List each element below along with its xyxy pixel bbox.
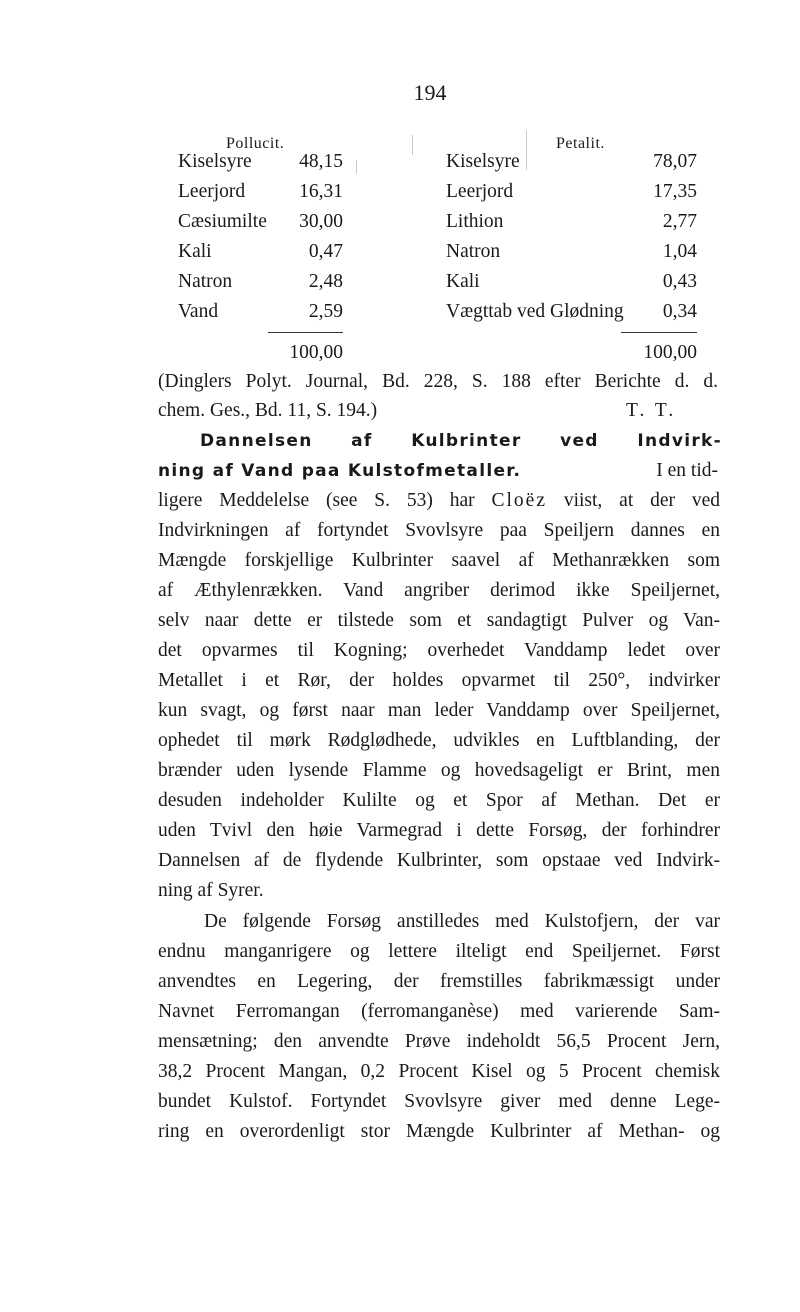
component-name: Kiselsyre [178,151,252,172]
component-name: Vand [178,301,219,322]
component-value: 17,35 [653,181,697,202]
text-line: anvendtes en Legering, der fremstilles fabrikmæssigt under [158,971,720,992]
text-line: kun svagt, og først naar man leder Vanddamp over Speiljernet, [158,700,720,721]
component-value: 2,59 [308,301,343,322]
component-value: 1,04 [662,241,697,262]
text-line: Dannelsen af de flydende Kulbrinter, som opstaae ved Indvirk- [158,850,720,871]
table-row [178,147,343,177]
component-value: 78,07 [653,151,697,172]
component-name: Cæsiumilte [178,211,267,232]
petalit-sum-rule [621,332,697,333]
article-heading-line [158,456,720,486]
component-value: 16,31 [299,181,343,202]
scan-crease-mark [356,160,357,174]
component-value: 0,47 [308,241,343,262]
text-line: endnu manganrigere og lettere ilteligt end Speiljernet. Først [158,941,720,962]
component-name: Leerjord [178,181,246,202]
text-line: ophedet til mørk Rødglødhede, udvikles en Luftblanding, der [158,730,720,751]
component-name: Kali [178,241,212,262]
article-heading: ning af Vand paa Kulstofmetaller. [158,461,522,481]
table-row [446,177,697,207]
heading-continuation: I en tid- [656,460,718,481]
component-name: Natron [178,271,233,292]
reference-line: chem. Ges., Bd. 11, S. 194.) [158,400,378,421]
component-name: Natron [446,241,501,262]
reference-line: (Dinglers Polyt. Journal, Bd. 228, S. 188 efter Berichte d. d. [158,371,718,392]
text-fragment: viist, at der ved [563,490,721,511]
petalit-title: Petalit. [556,135,605,152]
text-line: bundet Kulstof. Fortyndet Svovlsyre giver med denne Lege- [158,1091,720,1112]
reference-signature: T. T. [626,400,677,421]
table-row [446,267,697,297]
table-row [178,207,343,237]
text-line: mensætning; den anvendte Prøve indeholdt 56,5 Procent Jern, [158,1031,720,1052]
text-line: uden Tvivl den høie Varmegrad i dette Forsøg, der forhindrer [158,820,720,841]
text-line: Indvirkningen af fortyndet Svovlsyre paa Speiljern dannes en [158,520,720,541]
text-line: Metallet i et Rør, der holdes opvarmet til 250°, indvirker [158,670,720,691]
text-line: ning af Syrer. [158,880,264,901]
author-name: Cloëz [491,490,547,511]
pollucit-table [178,147,343,327]
table-row [178,267,343,297]
text-line: Navnet Ferromangan (ferromanganèse) med varierende Sam- [158,1001,720,1022]
table-row [178,177,343,207]
component-value: 0,34 [662,301,697,322]
component-name: Kiselsyre [446,151,520,172]
text-line: selv naar dette er tilstede som et sandagtigt Pulver og Van- [158,610,720,631]
scan-crease-mark [412,135,413,155]
petalit-table [446,147,697,327]
pollucit-total: 100,00 [289,342,343,363]
text-line: Mængde forskjellige Kulbrinter saavel af Methanrækken som [158,550,720,571]
component-value: 2,77 [662,211,697,232]
component-value: 2,48 [308,271,343,292]
text-line: af Æthylenrækken. Vand angriber derimod ikke Speiljernet, [158,580,720,601]
table-row [446,147,697,177]
text-line: De følgende Forsøg anstilledes med Kulstofjern, der var [204,911,720,932]
text-line: desuden indeholder Kulilte og et Spor af Methan. Det er [158,790,720,811]
text-line: det opvarmes til Kogning; overhedet Vanddamp ledet over [158,640,720,661]
component-name: Vægttab ved Glødning [446,301,624,322]
pollucit-sum-rule [268,332,343,333]
text-line: brænder uden lysende Flamme og hovedsageligt er Brint, men [158,760,720,781]
component-name: Leerjord [446,181,514,202]
component-value: 0,43 [662,271,697,292]
component-name: Lithion [446,211,504,232]
table-row [178,237,343,267]
text-line [158,486,720,516]
article-heading-line: Dannelsen af Kulbrinter ved Indvirk- [200,431,722,451]
text-fragment: ligere Meddelelse (see S. 53) har [158,490,475,511]
pollucit-title: Pollucit. [226,135,285,152]
page-number: 194 [413,80,447,105]
table-row [178,297,343,327]
component-name: Kali [446,271,480,292]
table-row [446,207,697,237]
table-row [446,237,697,267]
text-line: ring en overordenligt stor Mængde Kulbrinter af Methan- og [158,1121,720,1142]
table-row [446,297,697,327]
petalit-total: 100,00 [643,342,697,363]
component-value: 30,00 [299,211,343,232]
component-value: 48,15 [299,151,343,172]
text-line: 38,2 Procent Mangan, 0,2 Procent Kisel og 5 Procent chemisk [158,1061,720,1082]
